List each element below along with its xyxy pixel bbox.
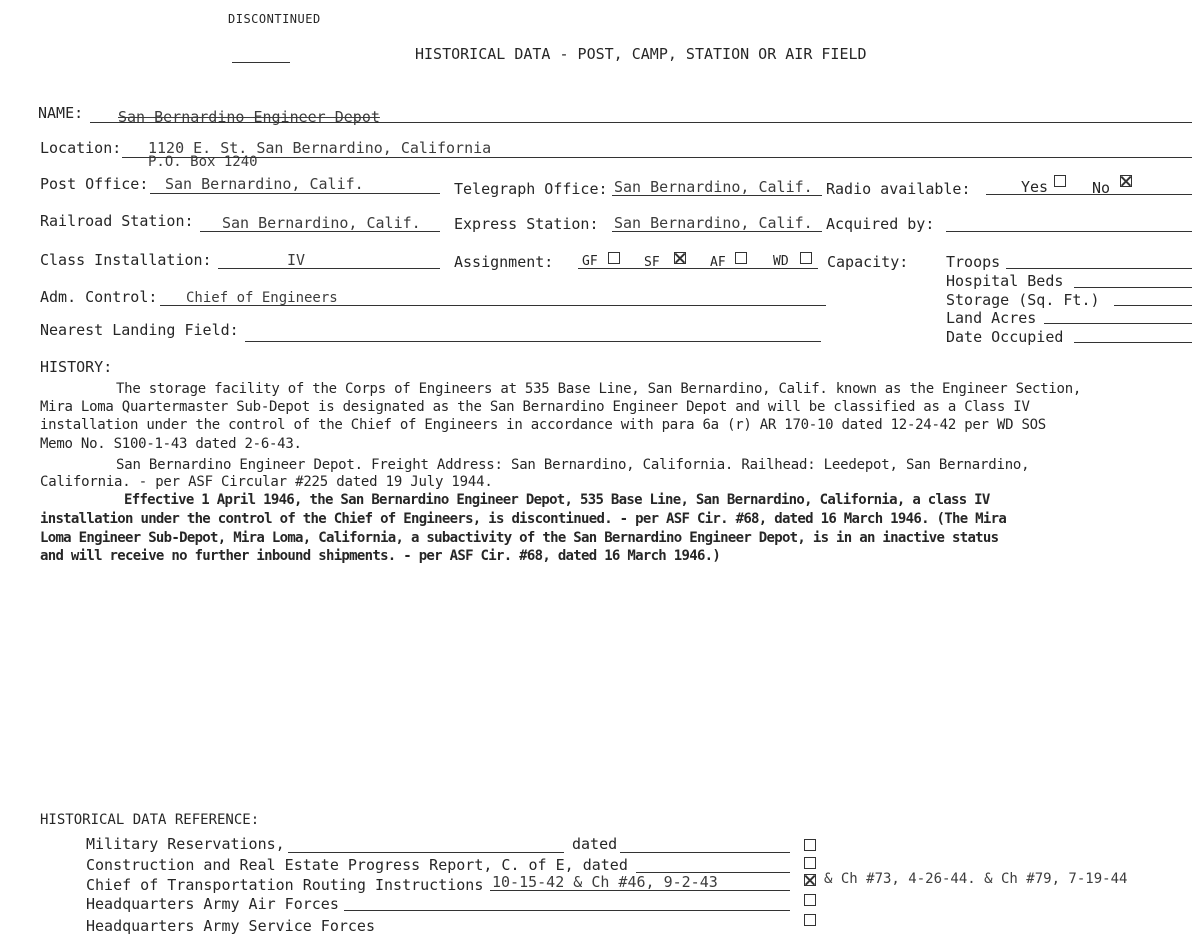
history-p3-line-3: Loma Engineer Sub-Depot, Mira Loma, California, a subactivity of the San Bernardino Engineer Depot, is in an inactive status [40,530,999,546]
ref-transport-label: Chief of Transportation Routing Instructions [86,876,484,894]
ref-transport-line [490,890,790,891]
ref-aaf-checkbox[interactable] [804,894,816,906]
assign-wd-label: WD [773,254,789,269]
ref-transport-checkbox[interactable] [804,874,816,886]
radio-no-label: No [1092,179,1111,197]
landing-label: Nearest Landing Field: [40,321,239,339]
location-pobox: P.O. Box 1240 [148,154,258,170]
adm-line [160,305,826,306]
radio-yes-checkbox[interactable] [1054,175,1066,187]
class-line [218,268,440,269]
history-p2-line-2: California. - per ASF Circular #225 dated 19 July 1944. [40,474,493,490]
assign-af-checkbox[interactable] [735,252,747,264]
capacity-date-label: Date Occupied [946,328,1064,346]
class-label: Class Installation: [40,251,212,269]
assign-gf-checkbox[interactable] [608,252,620,264]
post-office-label: Post Office: [40,175,149,193]
assign-wd-checkbox[interactable] [800,252,812,264]
form-title: HISTORICAL DATA - POST, CAMP, STATION OR AIR FIELD [415,45,867,63]
railroad-line [200,231,440,232]
stamp-underline [232,62,290,63]
adm-label: Adm. Control: [40,288,158,306]
post-office-value[interactable]: San Bernardino, Calif. [165,175,364,193]
ref-asf-label: Headquarters Army Service Forces [86,917,375,935]
ref-construction-checkbox[interactable] [804,857,816,869]
ref-construction-label: Construction and Real Estate Progress Report, C. of E, dated [86,856,628,874]
radio-label: Radio available: [826,180,971,198]
history-p1-line-3: installation under the control of the Chief of Engineers in accordance with para 6a (r) AR 170-10 dated 12-24-42 per WD SOS [40,417,1046,433]
assign-gf-label: GF [582,254,598,269]
name-value[interactable]: San Bernardino Engineer Depot [118,108,380,126]
railroad-label: Railroad Station: [40,212,194,230]
assign-sf-checkbox[interactable] [674,252,686,264]
ref-aaf-label: Headquarters Army Air Forces [86,895,339,913]
radio-yes-label: Yes [1021,178,1049,196]
history-p3-line-2: installation under the control of the Chief of Engineers, is discontinued. - per ASF Cir. #68, dated 16 March 1946. (The Mira [40,511,1007,527]
class-value[interactable]: IV [287,251,306,269]
express-value[interactable]: San Bernardino, Calif. [614,214,813,232]
ref-transport-extra: & Ch #73, 4-26-44. & Ch #79, 7-19-44 [824,871,1128,887]
history-p1-line-2: Mira Loma Quartermaster Sub-Depot is designated as the San Bernardino Engineer Depot and will be classified as a Class IV [40,399,1030,415]
capacity-land-label: Land Acres [946,309,1037,327]
telegraph-label: Telegraph Office: [454,180,608,198]
assign-af-label: AF [710,255,726,270]
radio-no-checkbox[interactable] [1120,175,1132,187]
history-p3-line-4: and will receive no further inbound shipments. - per ASF Cir. #68, dated 16 March 1946.) [40,548,721,564]
telegraph-line [612,195,822,196]
assignment-label: Assignment: [454,253,554,271]
ref-asf-checkbox[interactable] [804,914,816,926]
capacity-storage-line [1114,305,1192,306]
ref-military-label: Military Reservations, [86,835,285,853]
history-p2-line-1: San Bernardino Engineer Depot. Freight Address: San Bernardino, California. Railhead: Leedepot, San Bernardino, [116,457,1030,473]
express-label: Express Station: [454,215,599,233]
references-label: HISTORICAL DATA REFERENCE: [40,812,260,828]
ref-military-dated-line [620,852,790,853]
radio-line [986,194,1192,195]
history-p1-line-4: Memo No. S100-1-43 dated 2-6-43. [40,436,302,452]
capacity-hospital-line [1074,287,1192,288]
location-value[interactable]: 1120 E. St. San Bernardino, California [148,139,492,157]
capacity-land-line [1044,323,1192,324]
ref-military-checkbox[interactable] [804,839,816,851]
name-line [90,122,1192,123]
acquired-label: Acquired by: [826,215,935,233]
assign-sf-label: SF [644,255,660,270]
express-line [612,231,822,232]
telegraph-value[interactable]: San Bernardino, Calif. [614,178,813,196]
ref-military-line [288,852,564,853]
location-line [122,157,1192,158]
ref-aaf-line [344,910,790,911]
history-label: HISTORY: [40,358,113,376]
post-office-line [150,193,440,194]
capacity-storage-label: Storage (Sq. Ft.) [946,291,1100,309]
ref-military-dated: dated [572,835,618,853]
ref-transport-value[interactable]: 10-15-42 & Ch #46, 9-2-43 [492,873,718,891]
assignment-line [578,268,818,269]
capacity-troops-label: Troops [946,253,1001,271]
capacity-hospital-label: Hospital Beds [946,272,1064,290]
capacity-label: Capacity: [827,253,909,271]
history-p3-line-1: Effective 1 April 1946, the San Bernardino Engineer Depot, 535 Base Line, San Bernardino, California, a class IV [124,492,990,508]
history-p1-line-1: The storage facility of the Corps of Engineers at 535 Base Line, San Bernardino, Calif. known as the Engineer Section, [116,381,1082,397]
name-label: NAME: [38,104,84,122]
adm-value[interactable]: Chief of Engineers [186,290,338,306]
railroad-value[interactable]: San Bernardino, Calif. [222,214,421,232]
landing-line [245,341,821,342]
capacity-troops-line [1006,268,1192,269]
discontinued-stamp: DISCONTINUED [228,12,321,26]
location-label: Location: [40,139,122,157]
acquired-line [946,231,1192,232]
capacity-date-line [1074,342,1192,343]
